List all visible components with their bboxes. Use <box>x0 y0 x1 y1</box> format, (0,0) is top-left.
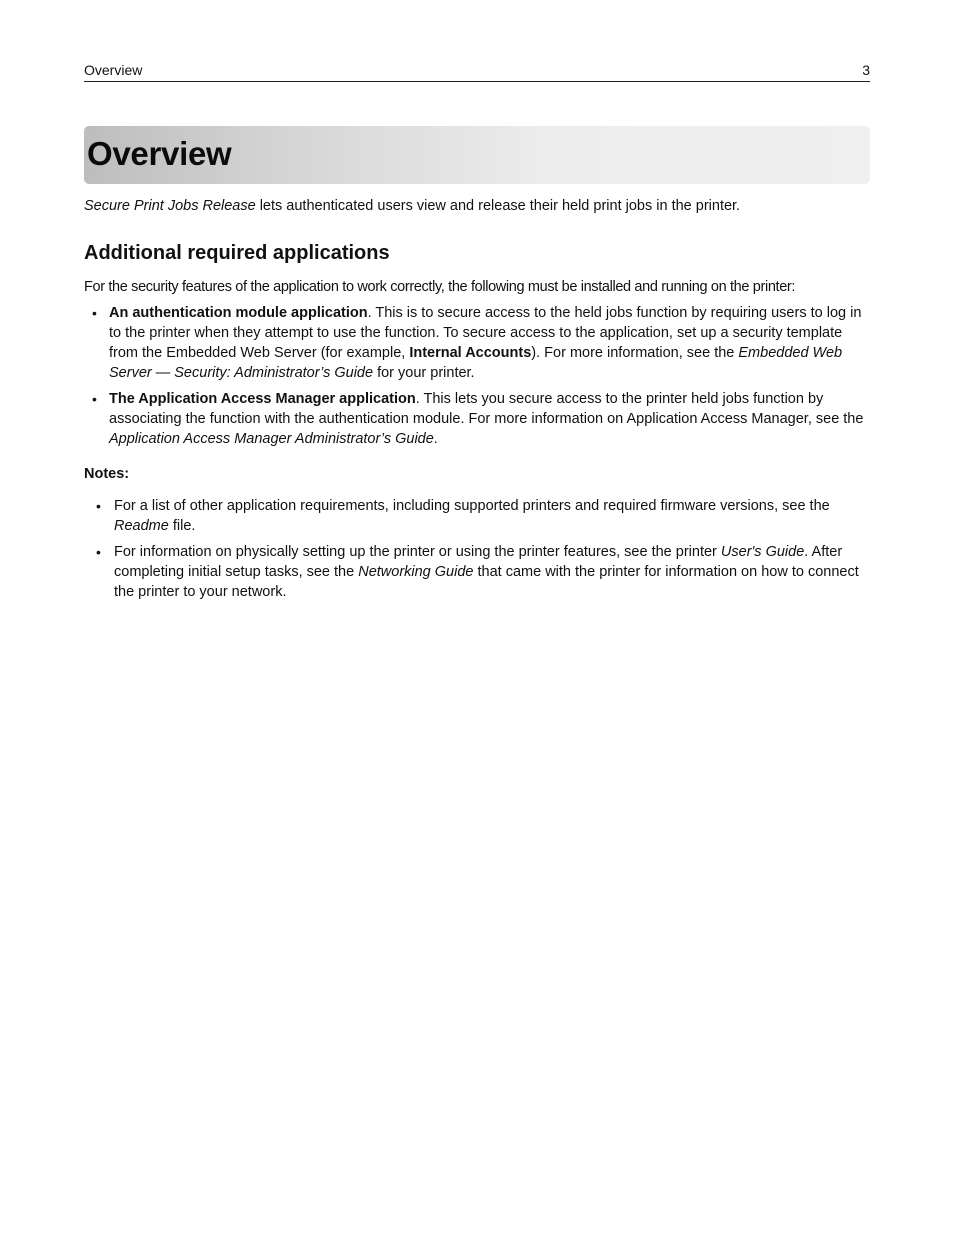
section-heading: Additional required applications <box>84 242 390 264</box>
page-title: Overview <box>87 135 232 172</box>
header-page-number: 3 <box>862 62 870 78</box>
item-emphasis: Internal Accounts <box>409 345 532 361</box>
bullet-icon: • <box>92 391 97 407</box>
guide-title: Embedded Web Server — Security: Administrator’s Guide <box>109 345 843 381</box>
running-header <box>84 61 870 82</box>
note-text: For a list of other application requirements, including supported printers and required firmware versions, see the <box>114 498 830 514</box>
header-section-title: Overview <box>84 62 143 78</box>
note-text: that came with the printer for information on how to connect the printer to your network. <box>114 564 859 600</box>
notes-label: Notes: <box>84 466 130 482</box>
intro-text: lets authenticated users view and release their held print jobs in the printer. <box>255 198 741 214</box>
doc-title: User's Guide <box>720 544 805 560</box>
item-text: . This is to secure access to the held jobs function by requiring users to log in to the printer when they attempt to use the function. To secure access to the application, set up a security template from the Embedded Web Server (for example, <box>109 305 862 361</box>
list-item <box>84 303 870 383</box>
bullet-icon: • <box>96 498 101 514</box>
intro-paragraph <box>84 196 870 216</box>
requirements-list <box>84 303 870 455</box>
section-intro: For the security features of the application to work correctly, the following must be installed and running on the printer: <box>84 279 796 295</box>
item-text: ). For more information, see the <box>531 345 739 361</box>
product-name: Secure Print Jobs Release <box>84 198 256 214</box>
note-text: For information on physically setting up the printer or using the printer features, see the printer <box>114 544 721 560</box>
list-item <box>84 389 870 449</box>
note-text: file. <box>168 518 196 534</box>
list-item <box>84 542 870 602</box>
notes-list <box>84 496 870 608</box>
item-text: . <box>433 431 438 447</box>
title-band <box>84 126 870 184</box>
list-item <box>84 496 870 536</box>
item-title: An authentication module application <box>109 305 368 321</box>
item-title: The Application Access Manager application <box>109 391 416 407</box>
bullet-icon: • <box>92 305 97 321</box>
item-text: . This lets you secure access to the printer held jobs function by associating the function with the authentication module. For more information on Application Access Manager, see the <box>109 391 864 427</box>
item-text: for your printer. <box>373 365 475 381</box>
note-text: . After completing initial setup tasks, see the <box>114 544 843 580</box>
bullet-icon: • <box>96 544 101 560</box>
doc-title: Networking Guide <box>358 564 474 580</box>
guide-title: Application Access Manager Administrator’s Guide <box>109 431 434 447</box>
doc-title: Readme <box>114 518 169 534</box>
